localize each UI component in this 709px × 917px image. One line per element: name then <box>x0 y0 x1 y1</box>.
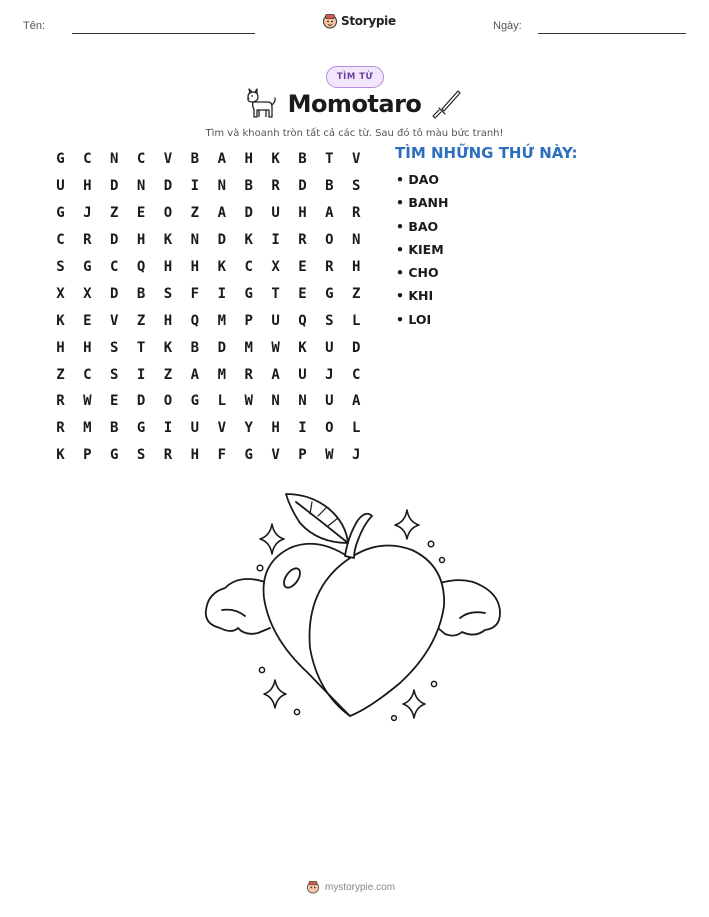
grid-cell[interactable]: N <box>352 232 361 249</box>
grid-cell[interactable]: O <box>163 393 173 410</box>
grid-cell[interactable]: U <box>190 420 200 437</box>
grid-cell[interactable]: B <box>190 339 200 356</box>
grid-cell[interactable]: U <box>271 205 280 222</box>
grid-cell[interactable]: N <box>217 178 226 195</box>
grid-cell[interactable]: A <box>325 205 334 222</box>
grid-cell[interactable]: C <box>352 366 361 383</box>
grid-cell[interactable]: Z <box>163 366 173 383</box>
grid-cell[interactable]: G <box>325 285 334 302</box>
word-item: • KHI <box>396 288 434 304</box>
grid-cell[interactable]: N <box>298 393 307 410</box>
grid-cell[interactable]: E <box>136 205 146 222</box>
grid-cell[interactable]: L <box>217 393 226 410</box>
storypie-mascot-icon <box>322 13 338 29</box>
grid-cell[interactable]: I <box>190 178 200 195</box>
grid-cell[interactable]: D <box>217 232 226 249</box>
grid-cell[interactable]: S <box>110 339 119 356</box>
grid-cell[interactable]: W <box>325 447 334 464</box>
word-search-grid <box>47 146 370 469</box>
grid-cell[interactable]: F <box>217 447 226 464</box>
grid-cell[interactable]: U <box>298 366 307 383</box>
grid-cell[interactable]: R <box>325 259 334 275</box>
grid-cell[interactable]: R <box>352 205 361 222</box>
grid-cell[interactable]: Y <box>244 420 253 437</box>
grid-cell[interactable]: I <box>217 285 226 302</box>
peach-coloring-illustration[interactable] <box>200 488 505 723</box>
grid-cell[interactable]: K <box>271 151 280 168</box>
grid-cell[interactable]: K <box>163 339 173 356</box>
grid-cell[interactable]: G <box>56 205 65 222</box>
grid-cell[interactable]: V <box>110 312 119 329</box>
grid-cell[interactable]: G <box>244 447 253 464</box>
grid-cell[interactable]: S <box>325 312 334 329</box>
grid-cell[interactable]: S <box>136 447 146 464</box>
grid-cell[interactable]: H <box>352 259 361 275</box>
storypie-mascot-icon <box>306 880 320 894</box>
grid-cell[interactable]: Z <box>110 205 119 222</box>
grid-cell[interactable]: H <box>83 339 92 356</box>
sword-icon <box>430 89 462 121</box>
grid-cell[interactable]: Q <box>298 312 307 329</box>
grid-cell[interactable]: D <box>352 339 361 356</box>
grid-cell[interactable]: J <box>83 205 92 222</box>
grid-cell[interactable]: H <box>83 178 92 195</box>
grid-cell[interactable]: D <box>110 285 119 302</box>
grid-cell[interactable]: B <box>110 420 119 437</box>
grid-cell[interactable]: Q <box>190 312 200 329</box>
grid-cell[interactable]: R <box>56 420 65 437</box>
grid-cell[interactable]: F <box>190 285 200 302</box>
grid-cell[interactable]: R <box>244 366 253 383</box>
grid-cell[interactable]: D <box>110 178 119 195</box>
grid-cell[interactable]: A <box>352 393 361 410</box>
grid-cell[interactable]: W <box>271 339 280 356</box>
grid-cell[interactable]: N <box>190 232 200 249</box>
grid-cell[interactable]: U <box>56 178 65 195</box>
grid-cell[interactable]: G <box>83 259 92 275</box>
grid-cell[interactable]: I <box>271 232 280 249</box>
word-item: • DAO <box>396 172 440 187</box>
grid-cell[interactable]: D <box>217 339 226 356</box>
grid-cell[interactable]: H <box>244 151 253 168</box>
grid-cell[interactable]: C <box>136 151 146 168</box>
grid-cell[interactable]: P <box>298 447 307 464</box>
grid-cell[interactable]: G <box>56 151 65 168</box>
grid-cell[interactable]: R <box>56 393 65 410</box>
grid-cell[interactable]: E <box>298 285 307 302</box>
grid-cell[interactable]: Q <box>136 259 146 275</box>
grid-cell[interactable]: R <box>163 447 173 464</box>
word-item: • BANH <box>396 195 449 211</box>
grid-cell[interactable]: K <box>217 259 226 275</box>
grid-cell[interactable]: H <box>190 259 200 275</box>
grid-cell[interactable]: G <box>110 447 119 464</box>
grid-cell[interactable]: D <box>298 178 307 195</box>
grid-cell[interactable]: V <box>163 151 173 168</box>
grid-cell[interactable]: S <box>56 259 65 275</box>
grid-cell[interactable]: T <box>136 339 146 356</box>
brand-name: Storypie <box>341 14 396 28</box>
grid-cell[interactable]: N <box>271 393 280 410</box>
grid-cell[interactable]: Z <box>136 312 146 329</box>
footer <box>306 880 395 894</box>
grid-cell[interactable]: D <box>136 393 146 410</box>
grid-cell[interactable]: A <box>217 151 226 168</box>
grid-cell[interactable]: R <box>83 232 92 249</box>
word-list-heading: TÌM NHỮNG THỨ NÀY: <box>395 144 578 162</box>
grid-cell[interactable]: L <box>352 420 361 437</box>
grid-cell[interactable]: S <box>163 285 173 302</box>
grid-cell[interactable]: R <box>271 178 280 195</box>
grid-cell[interactable]: I <box>298 420 307 437</box>
name-label: Tên: <box>23 20 46 32</box>
grid-cell[interactable]: K <box>298 339 307 356</box>
grid-cell[interactable]: S <box>352 178 361 195</box>
grid-cell[interactable]: W <box>83 393 92 410</box>
grid-cell[interactable]: U <box>325 393 334 410</box>
grid-cell[interactable]: A <box>271 366 280 383</box>
grid-cell[interactable]: T <box>325 151 334 168</box>
grid-cell[interactable]: D <box>110 232 119 249</box>
grid-cell[interactable]: C <box>244 259 253 275</box>
brand-logo <box>322 13 396 29</box>
grid-cell[interactable]: O <box>163 205 173 222</box>
grid-cell[interactable]: A <box>190 366 200 383</box>
grid-cell[interactable]: B <box>244 178 253 195</box>
date-line <box>538 33 686 34</box>
grid-cell[interactable]: T <box>271 285 280 302</box>
grid-cell[interactable]: M <box>244 339 253 356</box>
grid-cell[interactable]: Z <box>190 205 200 222</box>
grid-cell[interactable]: H <box>298 205 307 222</box>
grid-cell[interactable]: Z <box>352 285 361 302</box>
word-item: • LOI <box>396 311 432 327</box>
grid-cell[interactable]: E <box>110 393 119 410</box>
grid-cell[interactable]: O <box>325 232 334 249</box>
word-item: • CHO <box>396 265 439 281</box>
right-wing <box>438 580 500 635</box>
sparkle-icon <box>403 690 425 718</box>
grid-cell[interactable]: J <box>325 366 334 383</box>
activity-badge: TÌM TỪ <box>326 66 384 88</box>
word-list <box>396 171 448 334</box>
left-wing <box>206 579 270 634</box>
grid-cell[interactable]: P <box>83 447 92 464</box>
grid-cell[interactable]: H <box>163 259 173 275</box>
grid-cell[interactable]: D <box>163 178 173 195</box>
grid-cell[interactable]: J <box>352 447 361 464</box>
grid-cell[interactable]: G <box>136 420 146 437</box>
sparkle-icon <box>264 680 286 708</box>
grid-cell[interactable]: O <box>325 420 334 437</box>
grid-cell[interactable]: B <box>190 151 200 168</box>
grid-cell[interactable]: R <box>298 232 307 249</box>
grid-cell[interactable]: K <box>163 232 173 249</box>
grid-cell[interactable]: D <box>244 205 253 222</box>
grid-cell[interactable]: E <box>83 312 92 329</box>
grid-cell[interactable]: V <box>352 151 361 168</box>
grid-cell[interactable]: X <box>83 285 92 302</box>
sparkle-icon <box>395 510 419 539</box>
sparkle-icon <box>260 524 284 554</box>
grid-cell[interactable]: U <box>271 312 280 329</box>
page-title: Momotaro <box>287 90 422 118</box>
grid-cell[interactable]: B <box>136 285 146 302</box>
grid-cell[interactable]: C <box>83 366 92 383</box>
grid-cell[interactable]: V <box>271 447 280 464</box>
grid-cell[interactable]: B <box>325 178 334 195</box>
grid-cell[interactable]: H <box>56 339 65 356</box>
grid-cell[interactable]: U <box>325 339 334 356</box>
grid-cell[interactable]: E <box>298 259 307 275</box>
grid-cell[interactable]: I <box>136 366 146 383</box>
grid-cell[interactable]: L <box>352 312 361 329</box>
word-item: • KIEM <box>396 241 444 257</box>
grid-cell[interactable]: N <box>110 151 119 168</box>
grid-cell[interactable]: K <box>56 447 65 464</box>
grid-cell[interactable]: H <box>190 447 200 464</box>
grid-cell[interactable]: V <box>217 420 226 437</box>
grid-cell[interactable]: N <box>136 178 146 195</box>
grid-cell[interactable]: S <box>110 366 119 383</box>
grid-cell[interactable]: P <box>244 312 253 329</box>
grid-cell[interactable]: I <box>163 420 173 437</box>
grid-cell[interactable]: M <box>83 420 92 437</box>
grid-cell[interactable]: Z <box>56 366 65 383</box>
grid-cell[interactable]: H <box>163 312 173 329</box>
grid-cell[interactable]: G <box>190 393 200 410</box>
grid-cell[interactable]: X <box>271 259 280 275</box>
grid-cell[interactable]: C <box>110 259 119 275</box>
grid-cell[interactable]: M <box>217 312 226 329</box>
grid-cell[interactable]: C <box>56 232 65 249</box>
grid-cell[interactable]: A <box>217 205 226 222</box>
grid-cell[interactable]: B <box>298 151 307 168</box>
grid-cell[interactable]: X <box>56 285 65 302</box>
grid-cell[interactable]: K <box>56 312 65 329</box>
grid-cell[interactable]: H <box>136 232 146 249</box>
word-item: • BAO <box>396 218 439 234</box>
instructions: Tìm và khoanh tròn tất cả các từ. Sau đó tô màu bức tranh! <box>205 128 504 139</box>
grid-cell[interactable]: C <box>83 151 92 168</box>
grid-cell[interactable]: G <box>244 285 253 302</box>
name-line <box>72 33 255 34</box>
date-label: Ngày: <box>493 20 522 32</box>
grid-cell[interactable]: K <box>244 232 253 249</box>
footer-site[interactable]: mystorypie.com <box>325 881 396 893</box>
grid-cell[interactable]: W <box>244 393 253 410</box>
grid-cell[interactable]: H <box>271 420 280 437</box>
grid-cell[interactable]: M <box>217 366 226 383</box>
